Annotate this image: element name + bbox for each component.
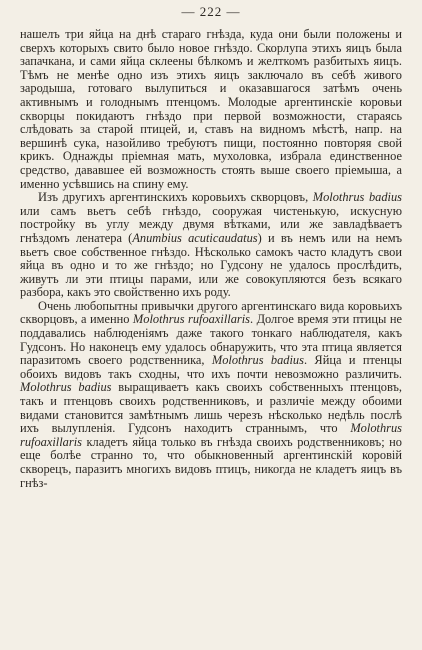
species-name: Molothrus rufoaxillaris (132, 312, 250, 327)
paragraph-3 (20, 300, 402, 490)
paragraph-text: . Долгое время эти птицы не поддавались наблюденіямъ даже такого тонкаго наблюдателя, какъ Гудсонъ. Но наконецъ ему удалось обнаружить, что эта птица является паразитомъ своего родственника, (20, 312, 402, 368)
paragraph-text: или самъ вьетъ себѣ гнѣздо, сооружая чистенькую, искусную постройку въ углу между двумя вѣтками, или же завладѣваетъ гнѣздомъ ленатера ( (20, 203, 402, 245)
page-number: — 222 — (181, 4, 241, 19)
species-name: Molothrus rufoaxillaris (20, 421, 402, 449)
species-name: Anumbius acuticaudatus (132, 230, 258, 245)
paragraph-text: . Яйца и птенцы обоихъ видовъ такъ сходны, что ихъ почти невозможно различить. (20, 353, 402, 381)
paragraph-text: нашелъ три яйца на днѣ стараго гнѣзда, куда они были положены и сверхъ которыхъ свито было новое гнѣздо. Скорлупа этихъ яицъ была запачкана, и сами яйца склеены бѣлкомъ и желткомъ разбитыхъ яицъ. Тѣмъ не менѣе одно изъ этихъ яицъ заключало въ себѣ живого зародыша, готоваго вылупиться и оказавшагося затѣмъ очень активнымъ и голоднымъ птенцомъ. Молодые аргентинскіе коровьи скворцы покидаютъ гнѣздо при первой возможности, стараясь слѣдовать за старой птицей, и, ставъ на видномъ мѣстѣ, напр. на вершинѣ сука, назойливо требуютъ пищи, постоянно повторяя свой крикъ. Однажды пріемная мать, мухоловка, избрала единственное средство, дававшее ей возможность стоять выше своего пріемыша, а именно усѣвшись на спину ему. (20, 27, 402, 191)
paragraph-text: ) и въ немъ или на немъ вьетъ свое собственное гнѣздо. Нѣсколько самокъ часто кладутъ свои яйца въ одно и то же гнѣздо; но Гудсону не удалось прослѣдить, живутъ ли эти птицы парами, или же совокупляются безъ всякаго разбора, какъ это свойственно ихъ роду. (20, 230, 403, 300)
paragraph-2 (20, 191, 402, 300)
text-body (20, 28, 402, 490)
paragraph-1 (20, 28, 402, 191)
species-name: Molothrus badius (312, 190, 402, 205)
paragraph-text: выращиваетъ какъ своихъ собственныхъ птенцовъ, такъ и птенцовъ своихъ родственниковъ, и различіе между обоими видами становится замѣтнымъ лишь черезъ нѣсколько недѣль послѣ ихъ вылупленія. Гудсонъ находитъ страннымъ, что (20, 380, 402, 436)
paragraph-text: Очень любопытны привычки другого аргентинскаго вида коровьихъ скворцовъ, а именно (20, 298, 402, 327)
paragraph-text: Изъ другихъ аргентинскихъ коровьихъ скворцовъ, (38, 190, 313, 205)
paragraph-text: кладетъ яйца только въ гнѣзда своихъ родственниковъ; но еще болѣе странно то, что обыкновенный аргентинскій коровій скворецъ, паразитъ многихъ видовъ птицъ, никогда не кладетъ яицъ въ гнѣз- (20, 434, 402, 490)
species-name: Molothrus badius (211, 353, 304, 368)
species-name: Molothrus badius (20, 380, 112, 395)
